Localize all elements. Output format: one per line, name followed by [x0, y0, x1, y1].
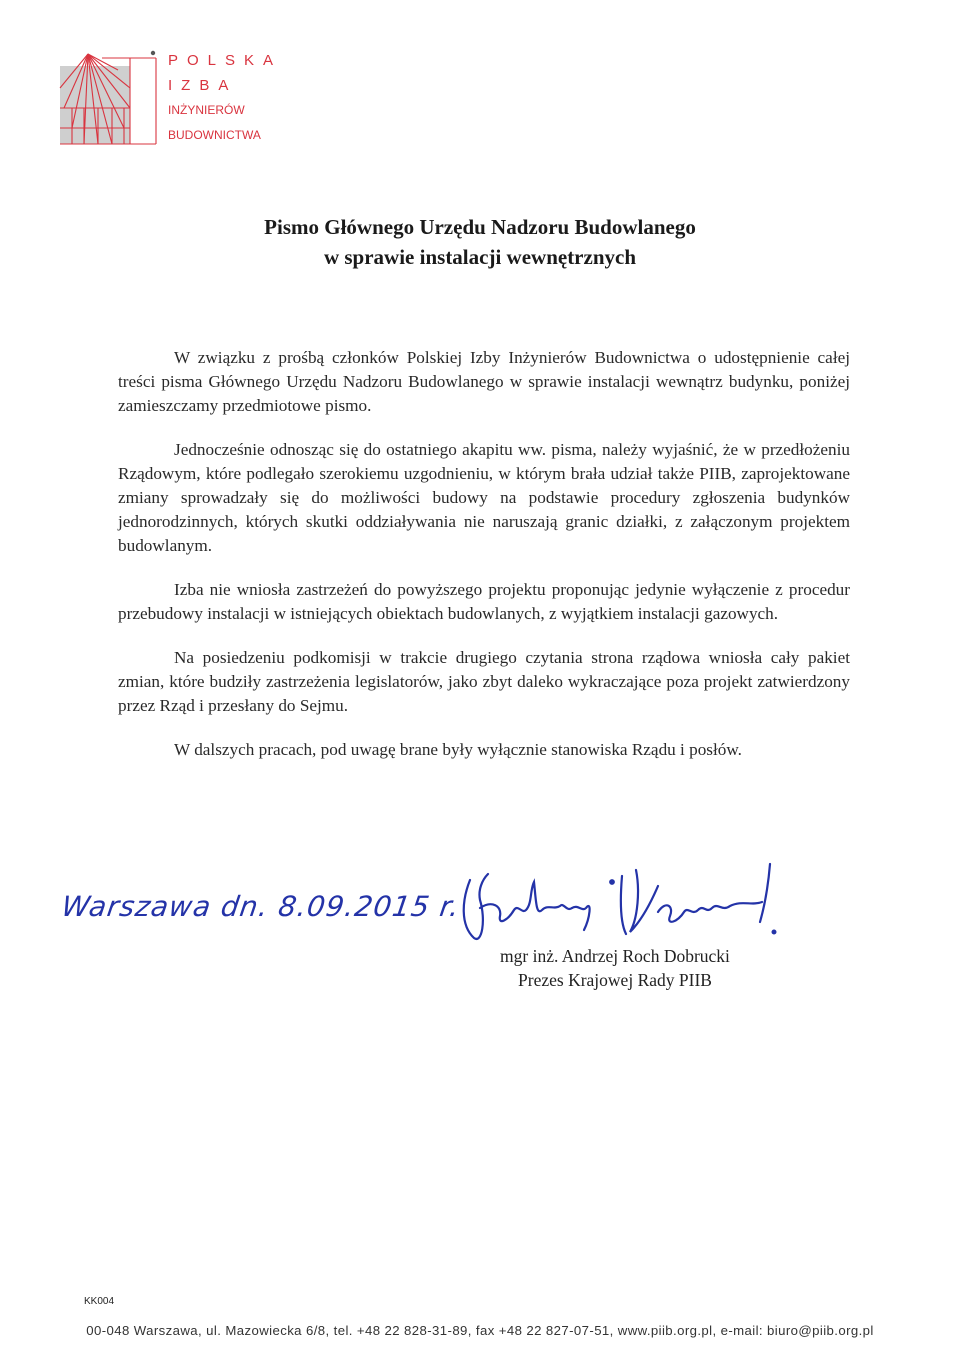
- signer-name: mgr inż. Andrzej Roch Dobrucki: [500, 946, 730, 966]
- paragraph-4: Na posiedzeniu podkomisji w trakcie drugiego czytania strona rządowa wniosła cały pakiet zmian, które budziły zastrzeżenia legislatorów, jako zbyt daleko wykraczające poza projekt zatwierdzony przez Rząd i przesłany do Sejmu.: [118, 648, 850, 715]
- paragraph-2: Jednocześnie odnosząc się do ostatniego akapitu ww. pisma, należy wyjaśnić, że w przedłożeniu Rządowym, które podlegało szerokiemu uzgodnieniu, w którym brała udział także PIIB, zaprojektowane zmiany sprowadzały się do możliwości budowy na podstawie procedury zgłoszenia budynków jednorodzinnych, których skutki oddziaływania nie naruszają granic działki, z załączonym projektem budowlanym.: [118, 440, 850, 555]
- org-line-izba: IZBA: [168, 77, 238, 94]
- letter-body: [118, 346, 850, 782]
- paragraph-1: W związku z prośbą członków Polskiej Izby Inżynierów Budownictwa o udostępnienie całej treści pisma Głównego Urzędu Nadzoru Budowlanego w sprawie instalacji wewnątrz budynku, poniżej zamieszczamy przedmiotowe pismo.: [118, 348, 850, 415]
- piib-logo: [58, 48, 158, 148]
- signer-block: [455, 944, 775, 992]
- organization-name: [168, 48, 282, 148]
- handwritten-signature: [452, 860, 792, 950]
- title-line-2: w sprawie instalacji wewnętrznych: [323, 245, 637, 269]
- org-line-inzynierow: INŻYNIERÓW: [168, 103, 245, 117]
- org-line-budownictwa: BUDOWNICTWA: [168, 128, 261, 142]
- paragraph-3: Izba nie wniosła zastrzeżeń do powyższego projektu proponując jedynie wyłączenie z procedur przebudowy instalacji w istniejących obiektach budowlanych, z wyjątkiem instalacji gazowych.: [118, 580, 850, 623]
- title-line-1: Pismo Głównego Urzędu Nadzoru Budowlanego: [264, 215, 696, 239]
- org-line-polska: POLSKA: [168, 52, 283, 69]
- handwritten-date: Warszawa dn. 8.09.2015 r.: [59, 890, 463, 923]
- document-code: KK004: [84, 1296, 115, 1307]
- signer-role: Prezes Krajowej Rady PIIB: [518, 970, 712, 990]
- footer-contact: 00-048 Warszawa, ul. Mazowiecka 6/8, tel. +48 22 828-31-89, fax +48 22 827-07-51, www.piib.org.pl, e-mail: biuro@piib.org.pl: [86, 1323, 874, 1338]
- document-title: [0, 212, 960, 272]
- paragraph-5: W dalszych pracach, pod uwagę brane były wyłącznie stanowiska Rządu i posłów.: [174, 740, 742, 759]
